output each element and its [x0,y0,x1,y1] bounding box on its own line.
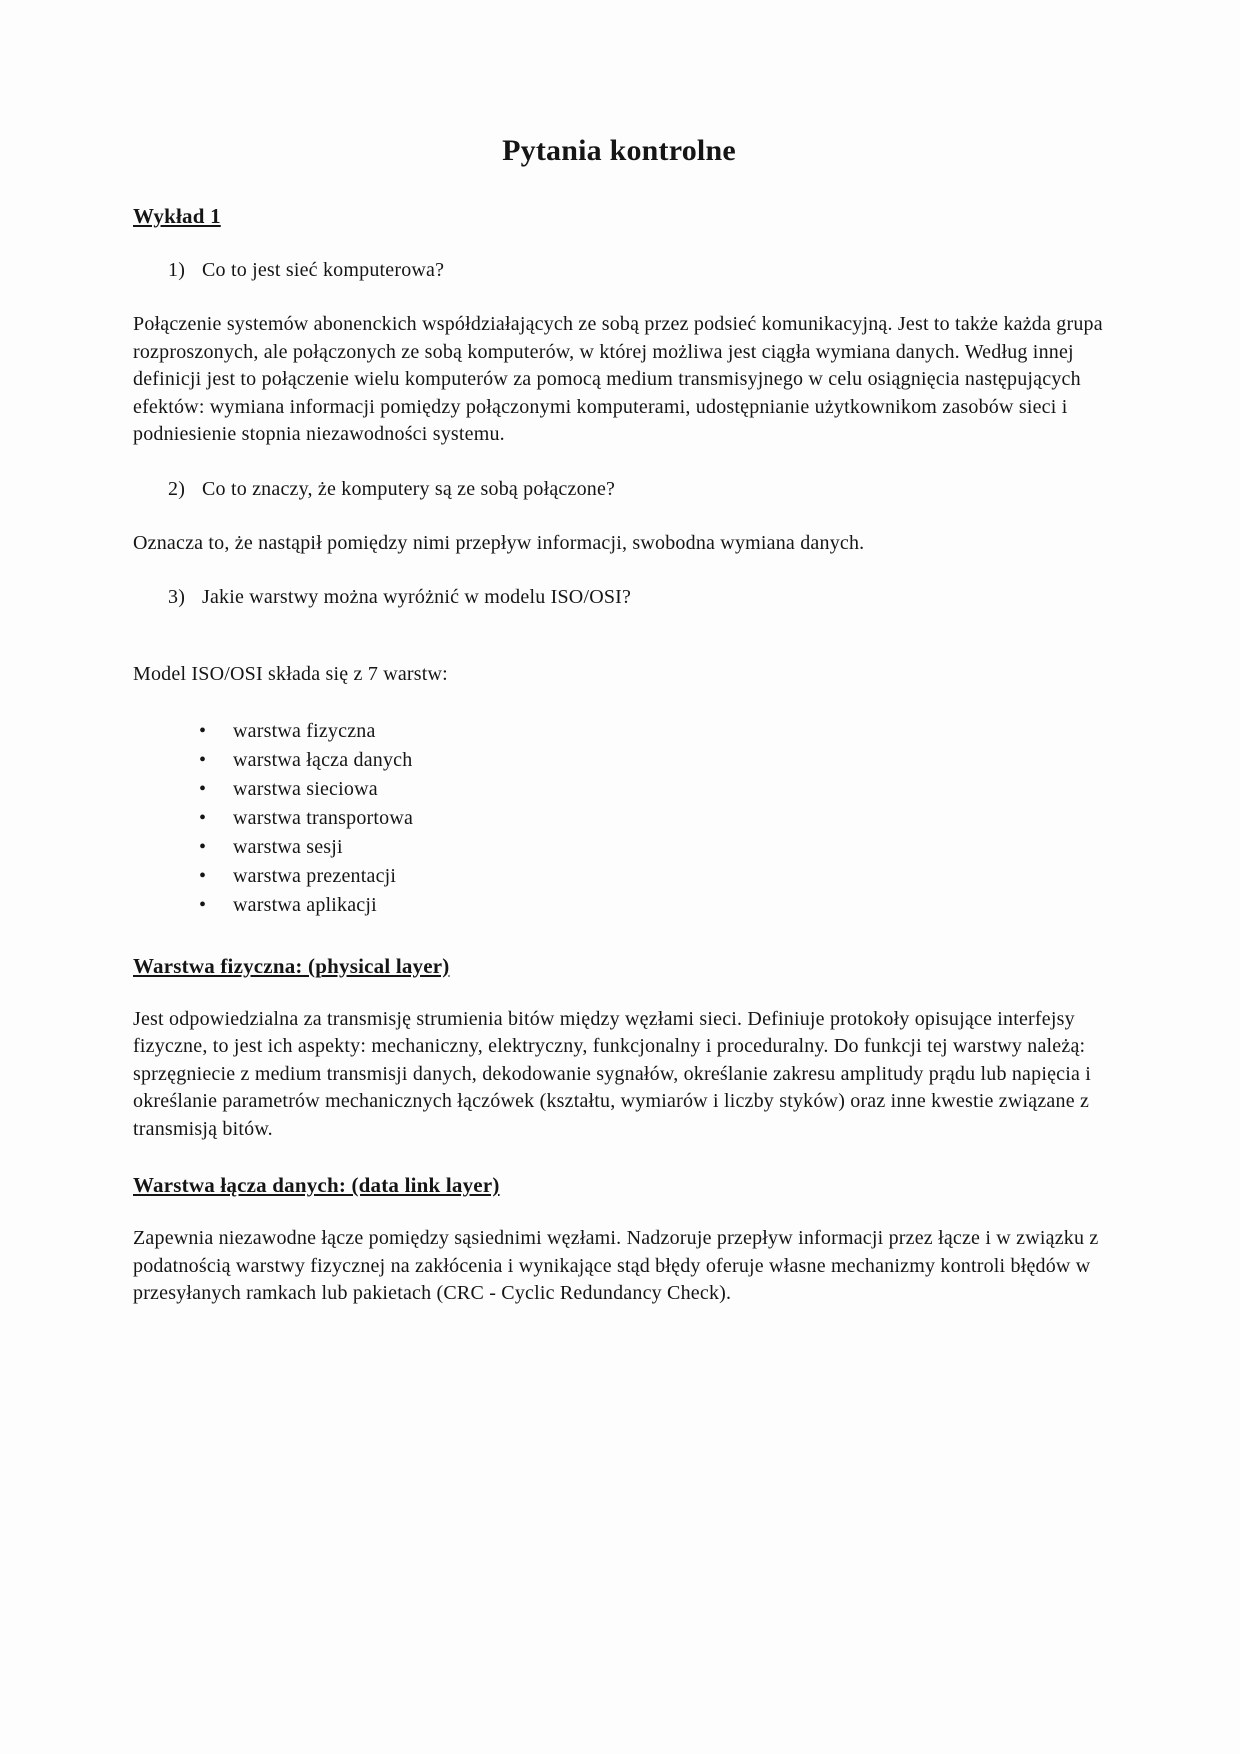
question-1 [133,257,1105,284]
question-3-number: 3) [168,586,186,608]
list-item: • warstwa sesji [233,833,1105,862]
question-2-answer: Oznacza to, że nastąpił pomiędzy nimi przepływ informacji, swobodna wymiana danych. [133,531,865,554]
data-link-layer-heading: Warstwa łącza danych: (data link layer) [133,1173,500,1197]
osi-layer-list [133,717,1105,920]
physical-layer-paragraph: Jest odpowiedzialna za transmisję strumienia bitów między węzłami sieci. Definiuje protokoły opisujące interfejsy fizyczne, to jest ich aspekty: mechaniczny, elektryczny, funkcjonalny i proceduralny. Do funkcji tej warstwy należą: sprzęgniecie z medium transmisji danych, dekodowanie sygnałów, określanie zakresu amplitudy prądu lub napięcia i określanie parametrów mechanicznych łączówek (kształtu, wymiarów i liczby styków) oraz inne kwestie związane z transmisją bitów. [133,1007,1092,1140]
list-item: • warstwa fizyczna [233,717,1105,746]
physical-layer-heading: Warstwa fizyczna: (physical layer) [133,953,450,978]
data-link-layer-paragraph: Zapewnia niezawodne łącze pomiędzy sąsiednimi węzłami. Nadzoruje przepływ informacji przez łącze i w związku z podatnością warstwy fizycznej na zakłócenia i wynikające stąd błędy oferuje własne mechanizmy kontroli błędów w przesyłanych ramkach lub pakietach (CRC - Cyclic Redundancy Check). [133,1227,1099,1304]
page-title: Pytania kontrolne [502,134,736,167]
question-2 [133,476,1105,503]
question-1-number: 1) [168,259,186,281]
question-2-number: 2) [168,477,186,500]
list-item: • warstwa łącza danych [233,746,1105,775]
question-1-answer: Połączenie systemów abonenckich współdziałających ze sobą przez podsieć komunikacyjną. Jest to także każda grupa rozproszonych, ale połączonych ze sobą komputerów, w której możliwa jest ciągła wymiana danych. Według innej definicji jest to połączenie wielu komputerów za pomocą medium transmisyjnego w celu osiągnięcia następujących efektów: wymiana informacji pomiędzy połączonymi komputerami, udostępnianie użytkownikom zasobów sieci i podniesienie stopnia niezawodności systemu. [133,313,1103,445]
list-item: • warstwa transportowa [233,804,1105,833]
question-2-text: Co to znaczy, że komputery są ze sobą połączone? [202,477,616,500]
lecture-heading: Wykład 1 [133,204,221,228]
list-item: • warstwa aplikacji [233,891,1105,920]
question-1-text: Co to jest sieć komputerowa? [202,259,445,281]
list-item: • warstwa sieciowa [233,775,1105,804]
question-3 [133,584,1105,611]
question-3-text: Jakie warstwy można wyróżnić w modelu ISO/OSI? [202,586,632,608]
list-item: • warstwa prezentacji [233,862,1105,891]
osi-model-intro: Model ISO/OSI składa się z 7 warstw: [133,663,448,685]
